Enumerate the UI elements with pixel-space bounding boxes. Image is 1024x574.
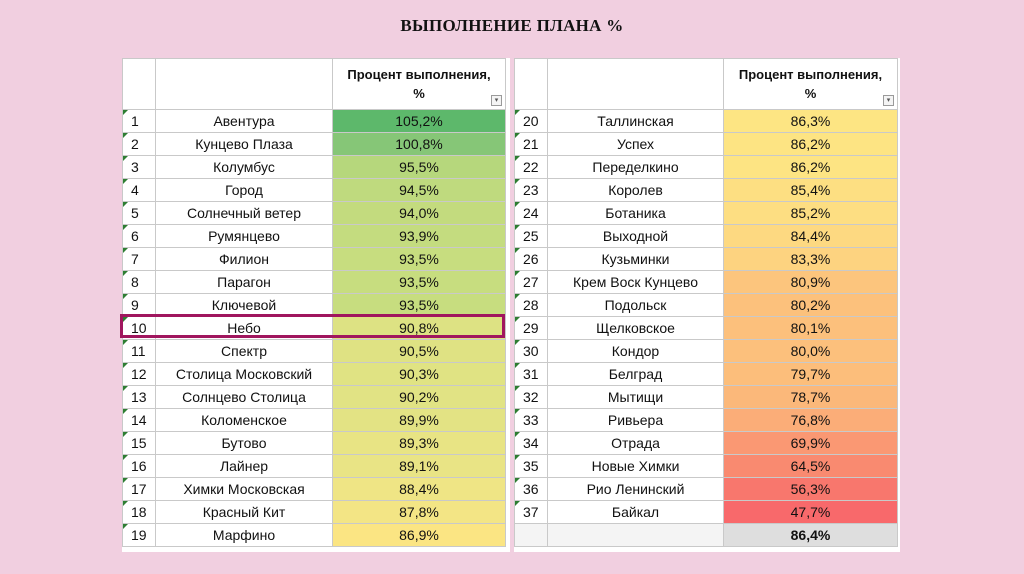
table-row[interactable] xyxy=(515,248,898,271)
table-row[interactable] xyxy=(123,110,506,133)
row-number: 11 xyxy=(131,343,146,359)
percent-cell[interactable]: 95,5% xyxy=(333,156,506,179)
row-number-cell[interactable] xyxy=(515,179,548,202)
table-row[interactable] xyxy=(515,386,898,409)
table-row[interactable] xyxy=(123,225,506,248)
row-number: 37 xyxy=(523,504,539,520)
header-blank xyxy=(123,59,156,110)
row-number: 23 xyxy=(523,182,539,198)
header-percent[interactable] xyxy=(333,59,506,110)
store-name-cell[interactable]: Белград xyxy=(548,363,724,386)
percent-cell[interactable]: 76,8% xyxy=(724,409,898,432)
row-number-cell[interactable] xyxy=(515,271,548,294)
table-header-row xyxy=(123,59,506,110)
row-number-cell[interactable] xyxy=(123,271,156,294)
store-name-cell[interactable]: Колумбус xyxy=(156,156,333,179)
table-row[interactable] xyxy=(123,478,506,501)
table-row[interactable] xyxy=(515,133,898,156)
store-name-cell[interactable]: Парагон xyxy=(156,271,333,294)
row-number-cell[interactable] xyxy=(515,202,548,225)
store-name-cell[interactable]: Солнцево Столица xyxy=(156,386,333,409)
total-blank-cell xyxy=(548,524,724,547)
table-right-panel xyxy=(514,58,900,552)
row-number-cell[interactable] xyxy=(123,202,156,225)
header-blank xyxy=(156,59,333,110)
percent-cell[interactable]: 94,5% xyxy=(333,179,506,202)
percent-cell[interactable]: 89,1% xyxy=(333,455,506,478)
percent-cell[interactable]: 93,5% xyxy=(333,271,506,294)
table-row[interactable] xyxy=(515,432,898,455)
cell-marker-icon xyxy=(515,317,520,322)
row-number: 13 xyxy=(131,389,147,405)
row-number-cell[interactable] xyxy=(123,363,156,386)
cell-marker-icon xyxy=(123,386,128,391)
percent-cell[interactable]: 90,3% xyxy=(333,363,506,386)
filter-dropdown-icon[interactable]: ▾ xyxy=(491,95,502,106)
percent-cell[interactable]: 47,7% xyxy=(724,501,898,524)
table-row[interactable] xyxy=(123,317,506,340)
percent-cell[interactable]: 93,5% xyxy=(333,248,506,271)
row-number: 33 xyxy=(523,412,539,428)
percent-cell[interactable]: 93,9% xyxy=(333,225,506,248)
row-number: 36 xyxy=(523,481,539,497)
header-percent[interactable] xyxy=(724,59,898,110)
cell-marker-icon xyxy=(123,202,128,207)
cell-marker-icon xyxy=(123,524,128,529)
row-number: 24 xyxy=(523,205,539,221)
cell-marker-icon xyxy=(123,294,128,299)
row-number: 25 xyxy=(523,228,539,244)
row-number: 9 xyxy=(131,297,139,313)
store-name-cell[interactable]: Рио Ленинский xyxy=(548,478,724,501)
table-row[interactable] xyxy=(515,409,898,432)
cell-marker-icon xyxy=(515,248,520,253)
header-percent-label: Процент выполнения, % xyxy=(738,67,883,101)
percent-cell[interactable]: 105,2% xyxy=(333,110,506,133)
table-row[interactable] xyxy=(123,524,506,547)
row-number: 22 xyxy=(523,159,539,175)
cell-marker-icon xyxy=(123,501,128,506)
row-number: 4 xyxy=(131,182,139,198)
table-row[interactable] xyxy=(515,455,898,478)
table-row[interactable] xyxy=(515,179,898,202)
store-name-cell[interactable]: Таллинская xyxy=(548,110,724,133)
percent-cell[interactable]: 90,8% xyxy=(333,317,506,340)
row-number-cell[interactable] xyxy=(123,340,156,363)
percent-cell[interactable]: 89,9% xyxy=(333,409,506,432)
row-number-cell[interactable] xyxy=(123,409,156,432)
cell-marker-icon xyxy=(515,455,520,460)
cell-marker-icon xyxy=(515,133,520,138)
cell-marker-icon xyxy=(123,248,128,253)
row-number-cell[interactable] xyxy=(515,294,548,317)
percent-cell[interactable]: 86,2% xyxy=(724,156,898,179)
table-row[interactable] xyxy=(123,409,506,432)
row-number-cell[interactable] xyxy=(515,340,548,363)
store-name-cell[interactable]: Кунцево Плаза xyxy=(156,133,333,156)
table-row[interactable] xyxy=(123,248,506,271)
percent-cell[interactable]: 56,3% xyxy=(724,478,898,501)
row-number: 27 xyxy=(523,274,539,290)
row-number: 14 xyxy=(131,412,147,428)
filter-dropdown-icon[interactable]: ▾ xyxy=(883,95,894,106)
row-number: 32 xyxy=(523,389,539,405)
row-number: 19 xyxy=(131,527,147,543)
cell-marker-icon xyxy=(515,386,520,391)
row-number: 30 xyxy=(523,343,539,359)
percent-cell[interactable]: 80,1% xyxy=(724,317,898,340)
store-name-cell[interactable]: Авентура xyxy=(156,110,333,133)
header-blank xyxy=(548,59,724,110)
store-name-cell[interactable]: Солнечный ветер xyxy=(156,202,333,225)
total-percent-cell[interactable]: 86,4% xyxy=(724,524,898,547)
row-number-cell[interactable] xyxy=(123,524,156,547)
cell-marker-icon xyxy=(515,409,520,414)
row-number-cell[interactable] xyxy=(515,455,548,478)
percent-cell[interactable]: 88,4% xyxy=(333,478,506,501)
row-number-cell[interactable] xyxy=(123,455,156,478)
percent-cell[interactable]: 86,9% xyxy=(333,524,506,547)
table-row[interactable] xyxy=(515,478,898,501)
percent-cell[interactable]: 85,2% xyxy=(724,202,898,225)
table-row[interactable] xyxy=(123,340,506,363)
table-header-row xyxy=(515,59,898,110)
cell-marker-icon xyxy=(515,179,520,184)
store-name-cell[interactable]: Щелковское xyxy=(548,317,724,340)
cell-marker-icon xyxy=(515,225,520,230)
cell-marker-icon xyxy=(515,478,520,483)
row-number: 18 xyxy=(131,504,147,520)
cell-marker-icon xyxy=(515,501,520,506)
store-name-cell[interactable]: Мытищи xyxy=(548,386,724,409)
cell-marker-icon xyxy=(123,409,128,414)
plan-table-right xyxy=(514,58,898,547)
table-row[interactable] xyxy=(515,317,898,340)
row-number: 15 xyxy=(131,435,147,451)
row-number-cell[interactable] xyxy=(515,432,548,455)
percent-cell[interactable]: 80,9% xyxy=(724,271,898,294)
store-name-cell[interactable]: Успех xyxy=(548,133,724,156)
row-number-cell[interactable] xyxy=(123,432,156,455)
table-row[interactable] xyxy=(123,156,506,179)
percent-cell[interactable]: 83,3% xyxy=(724,248,898,271)
cell-marker-icon xyxy=(515,340,520,345)
store-name-cell[interactable]: Ключевой xyxy=(156,294,333,317)
table-row[interactable] xyxy=(515,202,898,225)
header-blank xyxy=(515,59,548,110)
percent-cell[interactable]: 69,9% xyxy=(724,432,898,455)
percent-cell[interactable]: 86,2% xyxy=(724,133,898,156)
table-row[interactable] xyxy=(123,363,506,386)
cell-marker-icon xyxy=(123,271,128,276)
store-name-cell[interactable]: Филион xyxy=(156,248,333,271)
row-number: 10 xyxy=(131,320,147,336)
row-number: 31 xyxy=(523,366,539,382)
table-row[interactable] xyxy=(123,133,506,156)
header-percent-label: Процент выполнения, % xyxy=(347,67,491,101)
store-name-cell[interactable]: Королев xyxy=(548,179,724,202)
row-number-cell[interactable] xyxy=(123,317,156,340)
row-number-cell[interactable] xyxy=(515,156,548,179)
total-blank-cell xyxy=(515,524,548,547)
row-number-cell[interactable] xyxy=(123,386,156,409)
percent-cell[interactable]: 94,0% xyxy=(333,202,506,225)
percent-cell[interactable]: 79,7% xyxy=(724,363,898,386)
cell-marker-icon xyxy=(123,156,128,161)
cell-marker-icon xyxy=(123,363,128,368)
table-row[interactable] xyxy=(123,294,506,317)
row-number-cell[interactable] xyxy=(515,409,548,432)
store-name-cell[interactable]: Химки Московская xyxy=(156,478,333,501)
table-row[interactable] xyxy=(515,340,898,363)
row-number: 35 xyxy=(523,458,539,474)
store-name-cell[interactable]: Лайнер xyxy=(156,455,333,478)
row-number-cell[interactable] xyxy=(515,248,548,271)
row-number-cell[interactable] xyxy=(123,110,156,133)
store-name-cell[interactable]: Отрада xyxy=(548,432,724,455)
total-row[interactable] xyxy=(515,524,898,547)
cell-marker-icon xyxy=(123,432,128,437)
row-number: 21 xyxy=(523,136,539,152)
cell-marker-icon xyxy=(515,294,520,299)
store-name-cell[interactable]: Ботаника xyxy=(548,202,724,225)
store-name-cell[interactable]: Небо xyxy=(156,317,333,340)
row-number: 20 xyxy=(523,113,539,129)
cell-marker-icon xyxy=(123,455,128,460)
cell-marker-icon xyxy=(123,179,128,184)
percent-cell[interactable]: 78,7% xyxy=(724,386,898,409)
store-name-cell[interactable]: Румянцево xyxy=(156,225,333,248)
percent-cell[interactable]: 93,5% xyxy=(333,294,506,317)
cell-marker-icon xyxy=(515,363,520,368)
row-number-cell[interactable] xyxy=(515,478,548,501)
row-number: 1 xyxy=(131,113,139,129)
row-number-cell[interactable] xyxy=(515,386,548,409)
row-number-cell[interactable] xyxy=(515,317,548,340)
table-row[interactable] xyxy=(123,202,506,225)
cell-marker-icon xyxy=(123,317,128,322)
table-row[interactable] xyxy=(123,501,506,524)
table-row[interactable] xyxy=(515,156,898,179)
row-number: 17 xyxy=(131,481,147,497)
row-number: 3 xyxy=(131,159,139,175)
store-name-cell[interactable]: Кондор xyxy=(548,340,724,363)
row-number: 28 xyxy=(523,297,539,313)
percent-cell[interactable]: 100,8% xyxy=(333,133,506,156)
row-number: 7 xyxy=(131,251,139,267)
row-number-cell[interactable] xyxy=(123,133,156,156)
percent-cell[interactable]: 87,8% xyxy=(333,501,506,524)
store-name-cell[interactable]: Бутово xyxy=(156,432,333,455)
row-number-cell[interactable] xyxy=(515,110,548,133)
store-name-cell[interactable]: Новые Химки xyxy=(548,455,724,478)
row-number: 12 xyxy=(131,366,147,382)
percent-cell[interactable]: 90,2% xyxy=(333,386,506,409)
row-number: 29 xyxy=(523,320,539,336)
row-number: 16 xyxy=(131,458,147,474)
store-name-cell[interactable]: Выходной xyxy=(548,225,724,248)
cell-marker-icon xyxy=(123,478,128,483)
row-number-cell[interactable] xyxy=(123,478,156,501)
store-name-cell[interactable]: Кузьминки xyxy=(548,248,724,271)
table-row[interactable] xyxy=(123,179,506,202)
row-number: 26 xyxy=(523,251,539,267)
table-row[interactable] xyxy=(515,271,898,294)
percent-cell[interactable]: 64,5% xyxy=(724,455,898,478)
percent-cell[interactable]: 89,3% xyxy=(333,432,506,455)
store-name-cell[interactable]: Байкал xyxy=(548,501,724,524)
page-title: ВЫПОЛНЕНИЕ ПЛАНА % xyxy=(400,16,624,35)
row-number-cell[interactable] xyxy=(123,179,156,202)
row-number-cell[interactable] xyxy=(123,501,156,524)
cell-marker-icon xyxy=(123,225,128,230)
row-number-cell[interactable] xyxy=(123,156,156,179)
table-row[interactable] xyxy=(123,271,506,294)
row-number: 5 xyxy=(131,205,139,221)
cell-marker-icon xyxy=(515,156,520,161)
store-name-cell[interactable]: Столица Московский xyxy=(156,363,333,386)
cell-marker-icon xyxy=(515,202,520,207)
percent-cell[interactable]: 80,2% xyxy=(724,294,898,317)
percent-cell[interactable]: 90,5% xyxy=(333,340,506,363)
store-name-cell[interactable]: Подольск xyxy=(548,294,724,317)
store-name-cell[interactable]: Город xyxy=(156,179,333,202)
row-number-cell[interactable] xyxy=(515,501,548,524)
percent-cell[interactable]: 86,3% xyxy=(724,110,898,133)
cell-marker-icon xyxy=(515,110,520,115)
store-name-cell[interactable]: Крем Воск Кунцево xyxy=(548,271,724,294)
store-name-cell[interactable]: Марфино xyxy=(156,524,333,547)
table-row[interactable] xyxy=(123,386,506,409)
store-name-cell[interactable]: Спектр xyxy=(156,340,333,363)
percent-cell[interactable]: 85,4% xyxy=(724,179,898,202)
row-number-cell[interactable] xyxy=(515,133,548,156)
table-row[interactable] xyxy=(123,432,506,455)
cell-marker-icon xyxy=(123,133,128,138)
table-row[interactable] xyxy=(515,501,898,524)
percent-cell[interactable]: 84,4% xyxy=(724,225,898,248)
store-name-cell[interactable]: Ривьера xyxy=(548,409,724,432)
table-row[interactable] xyxy=(515,363,898,386)
row-number: 8 xyxy=(131,274,139,290)
row-number: 2 xyxy=(131,136,139,152)
table-row[interactable] xyxy=(515,294,898,317)
table-row[interactable] xyxy=(515,225,898,248)
cell-marker-icon xyxy=(515,271,520,276)
cell-marker-icon xyxy=(515,432,520,437)
row-number: 34 xyxy=(523,435,539,451)
row-number: 6 xyxy=(131,228,139,244)
table-left-panel xyxy=(122,58,510,552)
table-row[interactable] xyxy=(515,110,898,133)
cell-marker-icon xyxy=(123,110,128,115)
row-number-cell[interactable] xyxy=(123,248,156,271)
row-number-cell[interactable] xyxy=(123,294,156,317)
row-number-cell[interactable] xyxy=(123,225,156,248)
store-name-cell[interactable]: Коломенское xyxy=(156,409,333,432)
plan-table-left xyxy=(122,58,506,547)
store-name-cell[interactable]: Красный Кит xyxy=(156,501,333,524)
row-number-cell[interactable] xyxy=(515,363,548,386)
row-number-cell[interactable] xyxy=(515,225,548,248)
table-row[interactable] xyxy=(123,455,506,478)
cell-marker-icon xyxy=(123,340,128,345)
store-name-cell[interactable]: Переделкино xyxy=(548,156,724,179)
percent-cell[interactable]: 80,0% xyxy=(724,340,898,363)
